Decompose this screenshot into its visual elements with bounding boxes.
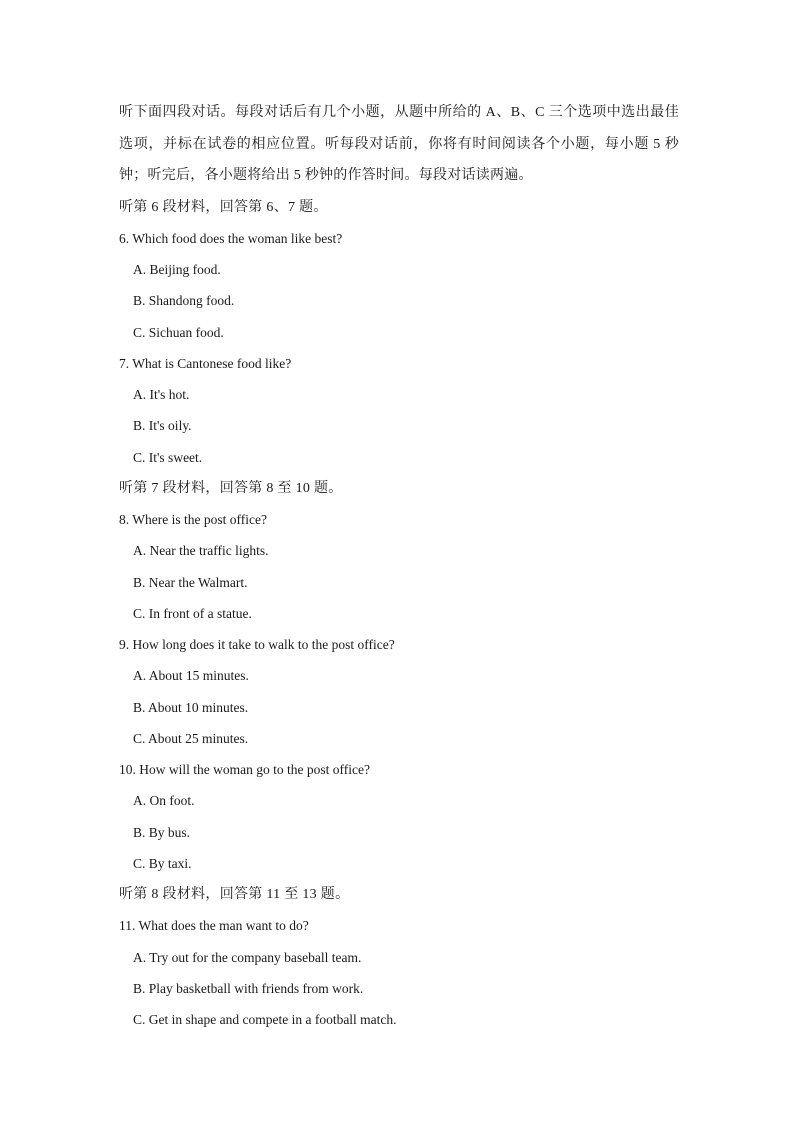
option-7a: A. It's hot. (133, 387, 190, 402)
option-8c: C. In front of a statue. (133, 605, 252, 621)
question-9: 9. How long does it take to walk to the post office? (119, 637, 395, 652)
option-6b: B. Shandong food. (133, 293, 235, 309)
option-7b: B. It's oily. (133, 418, 192, 434)
option-9a: A. About 15 minutes. (133, 668, 249, 684)
option-6a: A. Beijing food. (133, 262, 221, 277)
section-heading: 听第 7 段材料，回答第 8 至 10 题。 (119, 480, 343, 496)
option-6c: C. Sichuan food. (133, 324, 224, 340)
listening-section (119, 97, 679, 1035)
option-10a: A. On foot. (133, 793, 195, 809)
instructions-paragraph: 听下面四段对话。每段对话后有几个小题，从题中所给的 A、B、C 三个选项中选出最佳选项，并标在试卷的相应位置。听每段对话前，你将有时间阅读各个小题，每小题 5 秒钟；听完后，各小题将给出 5 秒钟的作答时间。每段对话读两遍。 (119, 105, 679, 183)
option-10c: C. By taxi. (133, 855, 192, 871)
question-8: 8. Where is the post office? (119, 512, 267, 527)
option-9c: C. About 25 minutes. (133, 730, 249, 746)
option-10b: B. By bus. (133, 824, 191, 840)
option-11a: A. Try out for the company baseball team. (133, 949, 362, 965)
question-7: 7. What is Cantonese food like? (119, 355, 292, 371)
option-11c: C. Get in shape and compete in a football match. (133, 1012, 397, 1027)
section-heading: 听第 6 段材料，回答第 6、7 题。 (119, 199, 328, 215)
option-7c: C. It's sweet. (133, 449, 203, 465)
question-11: 11. What does the man want to do? (119, 918, 309, 934)
section-heading: 听第 8 段材料，回答第 11 至 13 题。 (119, 887, 350, 902)
option-9b: B. About 10 minutes. (133, 699, 249, 715)
question-10: 10. How will the woman go to the post office? (119, 762, 370, 777)
option-8b: B. Near the Walmart. (133, 574, 248, 590)
question-6: 6. Which food does the woman like best? (119, 230, 343, 246)
option-8a: A. Near the traffic lights. (133, 543, 269, 559)
option-11b: B. Play basketball with friends from work. (133, 980, 364, 996)
